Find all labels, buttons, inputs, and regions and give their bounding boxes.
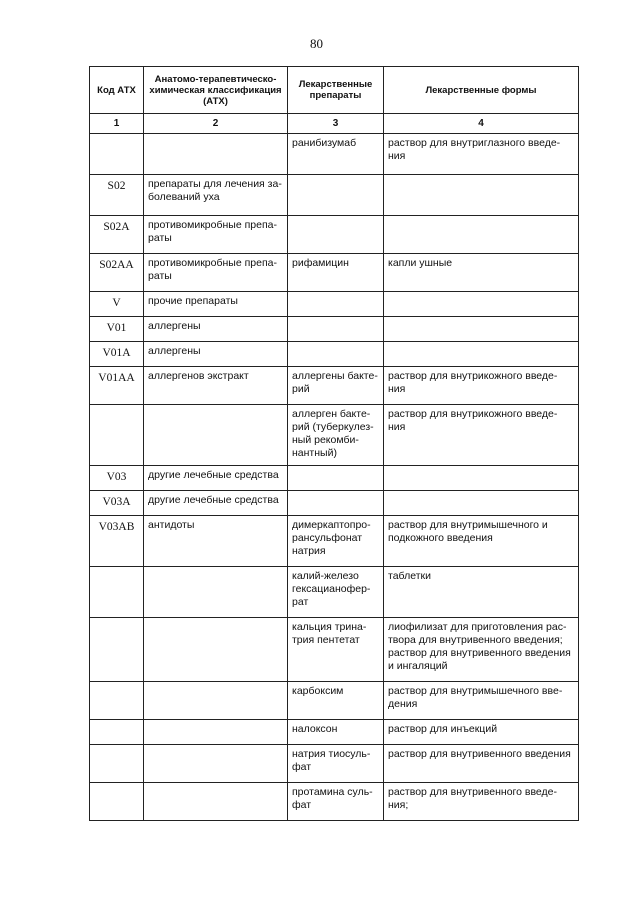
atx-classification-cell: другие лечебные средства — [144, 466, 288, 491]
atx-classification-cell: противомикробные препа- раты — [144, 216, 288, 254]
drug-name-cell: аллергены бакте- рий — [288, 367, 384, 405]
atx-classification-cell — [144, 783, 288, 821]
atx-classification-cell: аллергенов экстракт — [144, 367, 288, 405]
atx-code-cell — [90, 618, 144, 682]
table-row — [90, 317, 579, 342]
table-row — [90, 216, 579, 254]
atx-code-cell: S02 — [90, 175, 144, 216]
drug-name-cell — [288, 292, 384, 317]
dosage-form-cell: раствор для внутримышечного вве- дения — [384, 682, 579, 720]
drug-name-cell — [288, 342, 384, 367]
column-number: 4 — [384, 114, 579, 134]
table-row — [90, 342, 579, 367]
atx-classification-cell — [144, 567, 288, 618]
table-row — [90, 745, 579, 783]
drug-name-cell: кальция трина- трия пентетат — [288, 618, 384, 682]
atx-code-cell — [90, 745, 144, 783]
atx-classification-cell: препараты для лечения за- болеваний уха — [144, 175, 288, 216]
atx-code-cell — [90, 134, 144, 175]
atx-classification-cell — [144, 745, 288, 783]
column-number: 2 — [144, 114, 288, 134]
drug-name-cell: натрия тиосуль- фат — [288, 745, 384, 783]
dosage-form-cell: лиофилизат для приготовления рас- твора для внутривенного введения; раствор для внутривенного введения и ингаляций — [384, 618, 579, 682]
table-row — [90, 720, 579, 745]
drug-name-cell — [288, 175, 384, 216]
table-row — [90, 466, 579, 491]
dosage-form-cell: раствор для внутривенного введе- ния; — [384, 783, 579, 821]
atx-code-cell: V03 — [90, 466, 144, 491]
atx-classification-cell: противомикробные препа- раты — [144, 254, 288, 292]
table-row — [90, 405, 579, 466]
atx-classification-cell — [144, 134, 288, 175]
dosage-form-cell: раствор для инъекций — [384, 720, 579, 745]
header-dosage-forms: Лекарственные формы — [384, 67, 579, 114]
drug-name-cell: аллерген бакте- рий (туберкулез- ный рекомби- нантный) — [288, 405, 384, 466]
table-header-row — [90, 67, 579, 114]
dosage-form-cell — [384, 491, 579, 516]
atx-table — [89, 66, 579, 821]
drug-name-cell: протамина суль- фат — [288, 783, 384, 821]
table-row — [90, 783, 579, 821]
drug-name-cell — [288, 216, 384, 254]
table-row — [90, 367, 579, 405]
table-row — [90, 175, 579, 216]
atx-code-cell: S02AA — [90, 254, 144, 292]
atx-code-cell: V01 — [90, 317, 144, 342]
drug-name-cell: налоксон — [288, 720, 384, 745]
dosage-form-cell — [384, 175, 579, 216]
atx-classification-cell — [144, 618, 288, 682]
atx-classification-cell: аллергены — [144, 317, 288, 342]
dosage-form-cell — [384, 342, 579, 367]
dosage-form-cell: раствор для внутривенного введения — [384, 745, 579, 783]
atx-code-cell: V03AB — [90, 516, 144, 567]
atx-code-cell: V — [90, 292, 144, 317]
table-body — [90, 134, 579, 821]
atx-classification-cell: прочие препараты — [144, 292, 288, 317]
dosage-form-cell — [384, 317, 579, 342]
atx-classification-cell — [144, 405, 288, 466]
atx-code-cell — [90, 567, 144, 618]
atx-code-cell: V01A — [90, 342, 144, 367]
dosage-form-cell: раствор для внутрикожного введе- ния — [384, 367, 579, 405]
drug-name-cell — [288, 491, 384, 516]
atx-code-cell — [90, 682, 144, 720]
drug-name-cell: рифамицин — [288, 254, 384, 292]
header-atx-classification: Анатомо-терапевтическо- химическая классификация (АТХ) — [144, 67, 288, 114]
table-row — [90, 134, 579, 175]
dosage-form-cell: таблетки — [384, 567, 579, 618]
column-number: 1 — [90, 114, 144, 134]
atx-code-cell — [90, 720, 144, 745]
table-row — [90, 491, 579, 516]
atx-code-cell: V03A — [90, 491, 144, 516]
drug-name-cell — [288, 466, 384, 491]
table-row — [90, 516, 579, 567]
atx-code-cell: S02A — [90, 216, 144, 254]
table-row — [90, 292, 579, 317]
header-atx-code: Код АТХ — [90, 67, 144, 114]
table-row — [90, 618, 579, 682]
table-row — [90, 682, 579, 720]
drug-name-cell — [288, 317, 384, 342]
table-row — [90, 254, 579, 292]
dosage-form-cell: раствор для внутриглазного введе- ния — [384, 134, 579, 175]
drug-name-cell: димеркаптопро- pансульфонат натрия — [288, 516, 384, 567]
dosage-form-cell: капли ушные — [384, 254, 579, 292]
drug-name-cell: ранибизумаб — [288, 134, 384, 175]
atx-classification-cell: аллергены — [144, 342, 288, 367]
atx-code-cell — [90, 783, 144, 821]
dosage-form-cell: раствор для внутрикожного введе- ния — [384, 405, 579, 466]
page-number: 80 — [310, 36, 323, 51]
atx-code-cell: V01AA — [90, 367, 144, 405]
dosage-form-cell — [384, 292, 579, 317]
column-number-row — [90, 114, 579, 134]
dosage-form-cell — [384, 466, 579, 491]
drug-name-cell: карбоксим — [288, 682, 384, 720]
atx-classification-cell: другие лечебные средства — [144, 491, 288, 516]
atx-classification-cell: антидоты — [144, 516, 288, 567]
atx-classification-cell — [144, 682, 288, 720]
drug-name-cell: калий-железо гексацианофер- рат — [288, 567, 384, 618]
atx-classification-cell — [144, 720, 288, 745]
column-number: 3 — [288, 114, 384, 134]
header-drugs: Лекарственные препараты — [288, 67, 384, 114]
table-row — [90, 567, 579, 618]
dosage-form-cell — [384, 216, 579, 254]
dosage-form-cell: раствор для внутримышечного и подкожного введения — [384, 516, 579, 567]
atx-code-cell — [90, 405, 144, 466]
